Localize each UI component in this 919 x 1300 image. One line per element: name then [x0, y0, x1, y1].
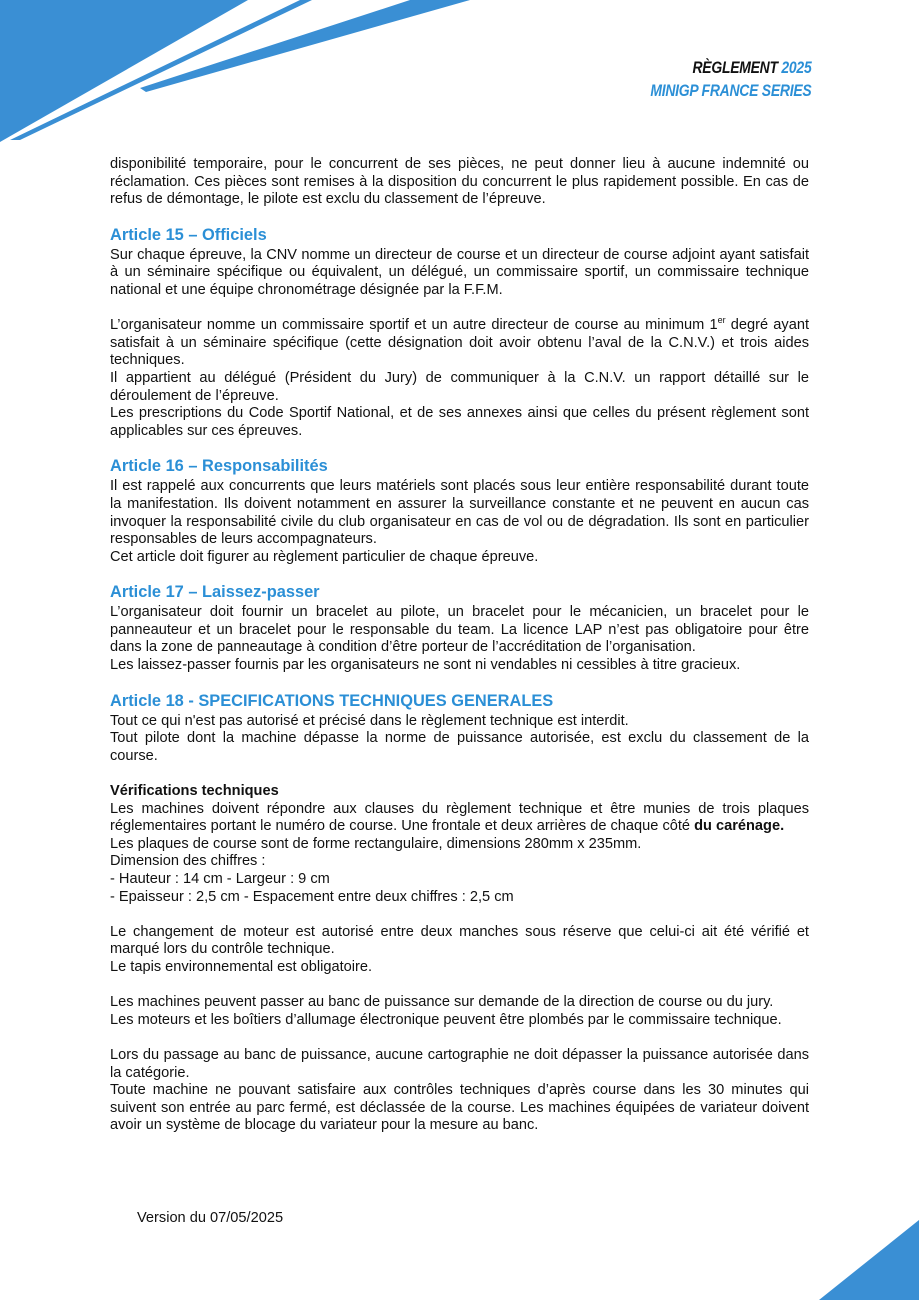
mapping-p1: Lors du passage au banc de puissance, aucune cartographie ne doit dépasser la puissance autorisée dans la catégorie.: [110, 1046, 809, 1081]
header-series: MINIGP FRANCE SERIES: [649, 81, 811, 100]
article-16-p2: Cet article doit figurer au règlement particulier de chaque épreuve.: [110, 548, 539, 565]
document-body: [110, 156, 809, 1135]
article-18-title: Article 18 - SPECIFICATIONS TECHNIQUES GENERALES: [110, 691, 554, 710]
article-16-p1: Il est rappelé aux concurrents que leurs matériels sont placés sous leur entière responsabilité durant toute la manifestation. Ils doivent notamment en assurer la surveillance constante et ne peuvent en aucun cas invoquer la responsabilité civile du club organisateur en cas de vol ou de dégradation. Ils sont en particulier responsables de leurs accompagnateurs.: [110, 478, 809, 548]
header-title: RÈGLEMENT: [692, 58, 778, 77]
article-15-p2: L’organisateur nomme un commissaire sportif et un autre directeur de course au minimum 1er degré ayant satisfait à un séminaire spécifique (cette désignation doit avoir obtenu l’aval de la C.N.V.) et trois aides techniques.: [110, 315, 809, 369]
intro-paragraph: disponibilité temporaire, pour le concurrent de ses pièces, ne peut donner lieu à aucune indemnité ou réclamation. Ces pièces sont remises à la disposition du concurrent le plus rapidement possible. En cas de refus de démontage, le pilote est exclu du classement de l’épreuve.: [110, 156, 809, 208]
dyno-p1: Les machines peuvent passer au banc de puissance sur demande de la direction de course ou du jury.: [110, 994, 774, 1011]
article-18-p2: Tout pilote dont la machine dépasse la norme de puissance autorisée, est exclu du classement de la course.: [110, 730, 809, 764]
verifications-p4: - Hauteur : 14 cm - Largeur : 9 cm: [110, 871, 330, 887]
mapping-p2: Toute machine ne pouvant satisfaire aux contrôles techniques d’après course dans les 30 minutes qui suivent son entrée au parc fermé, est déclassée de la course. Les machines équipées de variateur doivent avoir un système de blocage du variateur pour la mesure au banc.: [110, 1082, 809, 1134]
footer-version: Version du 07/05/2025: [137, 1210, 284, 1226]
article-17-p1: L’organisateur doit fournir un bracelet au pilote, un bracelet pour le mécanicien, un bracelet pour le panneauteur et un bracelet pour le responsable du team. La licence LAP n’est pas obligatoire pour être dans la zone de panneautage à condition d’être porteur de l’accréditation de l’organisation.: [110, 604, 809, 656]
verifications-title: Vérifications techniques: [110, 783, 279, 800]
article-17-title: Article 17 – Laissez-passer: [110, 583, 320, 602]
verifications-p3: Dimension des chiffres :: [110, 853, 266, 870]
verifications-p1: Les machines doivent répondre aux clauses du règlement technique et être munies de trois plaques réglementaires portant le numéro de course. Une frontale et deux arrières de chaque côté du carénage.: [110, 800, 809, 835]
article-16-title: Article 16 – Responsabilités: [110, 457, 328, 476]
dyno-p2: Les moteurs et les boîtiers d’allumage électronique peuvent être plombés par le commissaire technique.: [110, 1011, 782, 1028]
document-header: [650, 56, 811, 102]
article-15-title: Article 15 – Officiels: [110, 225, 267, 244]
article-18-p1: Tout ce qui n'est pas autorisé et précisé dans le règlement technique est interdit.: [110, 712, 629, 729]
top-left-stripes: [0, 0, 480, 150]
article-17-p2: Les laissez-passer fournis par les organisateurs ne sont ni vendables ni cessibles à titre gracieux.: [110, 657, 741, 674]
article-15-p3: Il appartient au délégué (Président du Jury) de communiquer à la C.N.V. un rapport détaillé sur le déroulement de l’épreuve.: [110, 369, 809, 404]
header-year: 2025: [780, 58, 811, 77]
engine-change-p1: Le changement de moteur est autorisé entre deux manches sous réserve que celui-ci ait été vérifié et marqué lors du contrôle technique.: [110, 923, 809, 958]
article-15-p1: Sur chaque épreuve, la CNV nomme un directeur de course et un directeur de course adjoint ayant satisfait à un séminaire spécifique ou équivalent, un délégué, un commissaire sportif, un commissaire technique national et une équipe chronométrage désignée par la F.F.M.: [110, 246, 809, 298]
verifications-p5: - Epaisseur : 2,5 cm - Espacement entre deux chiffres : 2,5 cm: [110, 888, 514, 905]
bottom-right-triangle: [819, 1220, 919, 1300]
article-15-p4: Les prescriptions du Code Sportif National, et de ses annexes ainsi que celles du présent règlement sont applicables sur ces épreuves.: [110, 405, 809, 439]
engine-change-p2: Le tapis environnemental est obligatoire.: [110, 958, 373, 975]
verifications-p2: Les plaques de course sont de forme rectangulaire, dimensions 280mm x 235mm.: [110, 835, 642, 852]
